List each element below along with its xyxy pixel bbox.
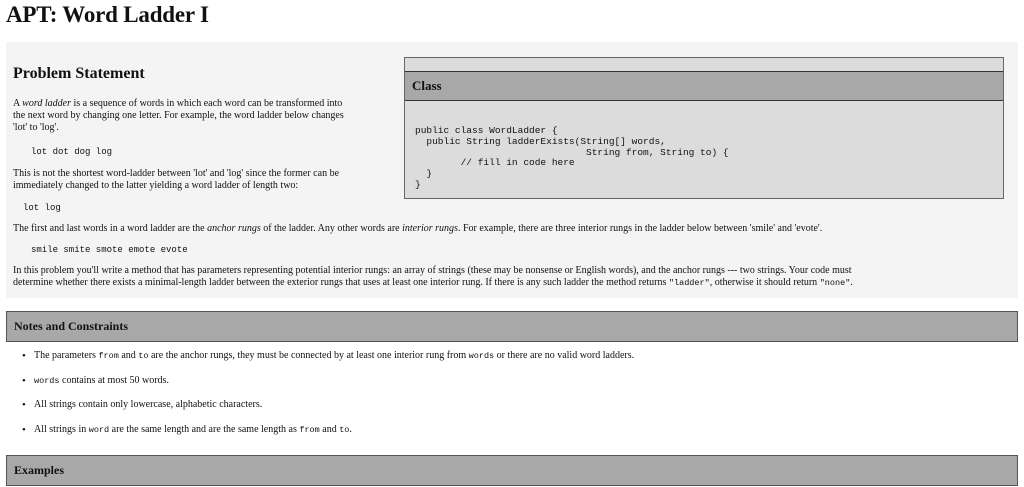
code-none: "none" bbox=[819, 278, 851, 289]
problem-paragraph-4 bbox=[13, 265, 1018, 289]
page-title: APT: Word Ladder I bbox=[6, 2, 209, 27]
note4-text-d: . bbox=[349, 424, 352, 436]
class-box bbox=[404, 57, 1004, 199]
term-interior-rungs: interior rungs bbox=[402, 223, 458, 234]
p4-text-line2-a: determine whether there exists a minimal-length ladder between the exterior rungs that uses at least one interior rung. If there is any such ladder the method returns bbox=[13, 277, 669, 289]
note4-text-a: All strings in bbox=[34, 424, 89, 436]
notes-list bbox=[22, 350, 1002, 449]
example-ladder-3: smile smite smote emote evote bbox=[31, 245, 188, 255]
note2-code-words: words bbox=[34, 375, 60, 386]
term-anchor-rungs: anchor rungs bbox=[207, 223, 261, 234]
p3-text-c: . For example, there are three interior rungs in the ladder below between 'smile' and 'evote'. bbox=[457, 223, 823, 234]
example-ladder-2: lot log bbox=[23, 203, 61, 213]
p1-text-a: A bbox=[13, 98, 23, 109]
p1-text-line2: the next word by changing one letter. For example, the word ladder below changes bbox=[13, 110, 344, 122]
problem-paragraph-2 bbox=[13, 168, 398, 192]
p4-text-line2-b: , otherwise it should return bbox=[709, 277, 820, 289]
note-item-2 bbox=[22, 375, 1002, 400]
class-title: Class bbox=[412, 78, 442, 93]
note4-text-c: and bbox=[319, 424, 340, 436]
note1-text-d: or there are no valid word ladders. bbox=[494, 350, 635, 361]
p2-text-line1: This is not the shortest word-ladder between 'lot' and 'log' since the former can be bbox=[13, 168, 340, 179]
note4-text-b: are the same length and are the same length as bbox=[109, 424, 300, 436]
class-code: public class WordLadder { public String ladderExists(String[] words, String from, String to) { // fill in code here } } bbox=[415, 125, 729, 190]
problem-paragraph-3 bbox=[13, 223, 1013, 235]
p4-text-line1: In this problem you'll write a method that has parameters representing potential interior rungs: an array of strings (these may be nonsense or English words), and the anchor rungs --- two strings. Your code must bbox=[13, 265, 852, 276]
p3-text-a: The first and last words in a word ladder are the bbox=[13, 223, 208, 234]
note-item-1 bbox=[22, 350, 1002, 375]
example-ladder-1: lot dot dog log bbox=[31, 147, 113, 157]
note-item-3 bbox=[22, 399, 1002, 424]
note1-code-to: to bbox=[138, 351, 149, 361]
p4-text-line2-c: . bbox=[850, 277, 853, 289]
notes-header bbox=[6, 311, 1018, 342]
code-ladder: "ladder" bbox=[668, 278, 710, 289]
note3-text: All strings contain only lowercase, alphabetic characters. bbox=[34, 399, 263, 411]
notes-heading: Notes and Constraints bbox=[14, 319, 129, 333]
examples-heading: Examples bbox=[14, 463, 65, 477]
note-item-4 bbox=[22, 424, 1002, 449]
note1-code-words: words bbox=[468, 351, 495, 361]
problem-paragraph-1 bbox=[13, 98, 398, 135]
note1-code-from: from bbox=[98, 351, 119, 361]
note4-code-word: word bbox=[88, 425, 110, 436]
note4-code-from: from bbox=[299, 425, 320, 436]
problem-statement-heading: Problem Statement bbox=[13, 65, 145, 82]
p2-text-line2: immediately changed to the latter yielding a word ladder of length two: bbox=[13, 180, 299, 192]
note4-code-to: to bbox=[339, 425, 350, 436]
note1-text-a: The parameters bbox=[34, 350, 99, 361]
p3-text-b: of the ladder. Any other words are bbox=[260, 223, 403, 234]
p1-text-b: is a sequence of words in which each word can be transformed into bbox=[70, 98, 343, 109]
class-header bbox=[405, 71, 1003, 101]
p1-text-line3: 'lot' to 'log'. bbox=[13, 122, 59, 134]
note1-text-b: and bbox=[118, 350, 139, 361]
note2-text: contains at most 50 words. bbox=[59, 374, 169, 386]
note1-text-c: are the anchor rungs, they must be connected by at least one interior rung from bbox=[148, 350, 469, 361]
term-word-ladder: word ladder bbox=[22, 98, 71, 109]
examples-header bbox=[6, 455, 1018, 486]
